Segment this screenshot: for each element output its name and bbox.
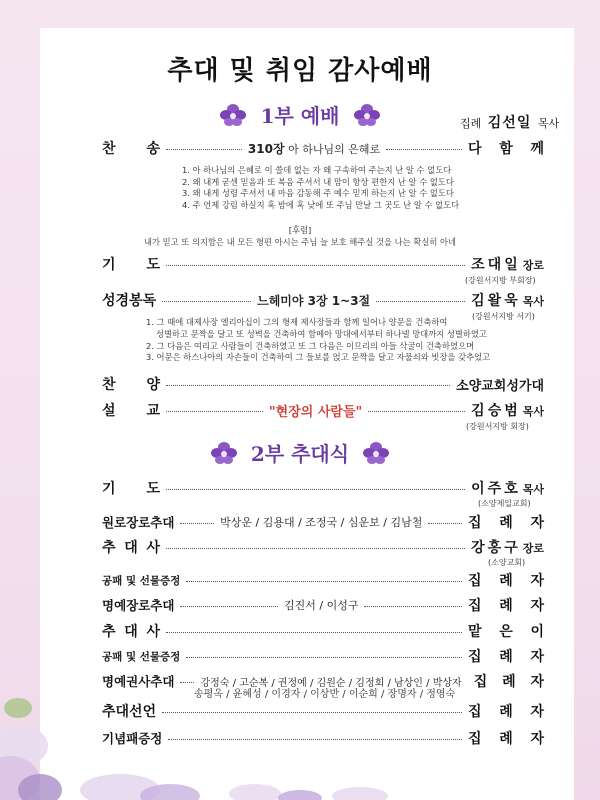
hymn-title [248,140,380,157]
hymn-row [102,138,544,158]
leader-dots [386,149,462,150]
part2-prayer-suffix: 목사 [522,483,544,496]
scripture-reference: 느헤미야 3장 1~3절 [257,293,371,308]
officiant [468,728,544,748]
leader-dots [166,548,465,549]
sermon-suffix: 목사 [522,405,545,418]
anthem-label [102,374,160,394]
officiant [468,570,544,590]
honorary-deaconess-row [102,671,544,691]
nomination1-affiliation: (소양교회) [488,558,526,567]
role-char: 례 [499,598,513,614]
leader-dots [168,739,462,740]
officiant [468,512,544,532]
leader-dots [180,523,214,524]
hymn-verse: 1. 아 하나님의 은혜로 이 쓸데 없는 자 왜 구속하여 주는지 난 알 수 없도다 [182,165,452,175]
plaque1-label: 공패 및 선물증정 [102,574,181,587]
sermon-label [102,400,160,420]
scripture-verse: 3. 어문은 하스나아의 자손들이 건축하여 그 들보를 얹고 문짝을 달고 자물쇠와 빗장을 갖추었고 [146,352,491,363]
part2-prayer-leader [471,478,544,498]
scripture-verse: 2. 그 다음은 여리고 사람들이 건축하였고 또 그 다음은 이므리의 아들 삭굴이 건축하였으며 [146,340,475,351]
declaration-row [102,701,544,721]
honorary-deaconess-label: 명예권사추대 [102,674,175,689]
hymn-verse: 3. 왜 내게 성령 주셔서 내 마음 감동해 주 예수 믿게 하는지 난 알 수 없도다 [182,188,454,198]
leader-dots [166,632,462,633]
role-char: 집 [468,515,482,531]
scripture-verses [146,317,490,364]
part2-prayer-name: 이주호 [471,481,521,497]
leader-dots [180,606,278,607]
elder-emeritus-names: 박상운 / 김용대 / 조정국 / 심운보 / 김남철 [220,516,423,529]
role-char: 집 [468,598,482,614]
part2-title: 2부 추대식 [250,442,350,466]
leader-dots [180,682,194,683]
nomination2-row [102,621,544,641]
leader-dots [186,581,462,582]
leader-dots [166,265,465,266]
leader-dots [166,149,242,150]
nomination-label-char: 사 [146,624,160,640]
role-char: 례 [499,515,513,531]
role-char: 자 [530,598,545,614]
refrain-label: [후렴] [288,225,312,235]
declaration-label: 추대선언 [102,704,157,720]
role-char: 자 [530,731,544,747]
violet-flower-icon [362,441,390,465]
prayer-label-char: 도 [146,257,160,273]
officiant [468,646,544,666]
performer-char: 께 [530,141,545,157]
officiant [468,701,544,721]
nomination1-label [102,537,160,557]
assigned-person [468,621,544,641]
plaque2-row [102,646,544,666]
scripture-suffix: 목사 [522,295,544,308]
plaque2-label: 공패 및 선물증정 [102,650,181,663]
plaque1-row [102,570,544,590]
nomination-label-char: 대 [124,540,138,556]
violet-flower-icon [353,103,381,127]
prayer-row [102,254,544,274]
anthem-label-char: 양 [146,377,160,393]
honorary-elder-names: 김진서 / 이성구 [284,599,359,612]
role-char: 자 [530,649,544,665]
leader-dots [162,712,462,713]
leader-dots [166,385,450,386]
prayer-name: 조대일 [471,257,521,273]
scripture-verse: 1. 그 때에 대제사장 엘리아십이 그의 형제 제사장들과 함께 일어나 양문을 건축하여 [146,317,448,327]
sermon-preacher [471,400,544,420]
scripture-affiliation: (강원서지방 서기) [472,312,535,321]
sermon-label-char: 교 [146,403,160,419]
leader-dots [186,657,462,658]
prayer-suffix: 장로 [522,259,544,272]
sermon-name: 김승범 [471,403,521,419]
performer-char: 함 [499,141,513,157]
scripture-reader [471,290,544,310]
honorary-elder-row [102,595,544,615]
nomination1-speaker [471,537,544,557]
scripture-row [102,290,544,310]
scripture-label: 성경봉독 [102,293,157,309]
honorary-deaconess-names-2: 송평옥 / 윤혜성 / 이경자 / 이상반 / 이순희 / 장명자 / 정영숙 [194,689,456,700]
hymn-performer [468,138,544,158]
part2-prayer-affiliation: (소양제일교회) [478,499,531,508]
role-char: 자 [530,573,544,589]
leader-dots [364,606,462,607]
refrain-text: 내가 믿고 또 의지함은 내 모든 형편 아시는 주님 늘 보호 해주실 것을 나는 확실히 아네 [143,237,457,247]
honorary-elder-label: 명예장로추대 [102,598,175,613]
officiant [474,671,544,691]
prayer-label-char: 기 [102,257,116,273]
nomination-label-char: 추 [102,540,116,556]
hymn-label [102,138,160,158]
performer-char: 다 [468,141,482,157]
role-char: 례 [499,731,513,747]
prayer-label [102,254,160,274]
prayer-label-char: 기 [102,481,116,497]
anthem-row [102,374,544,394]
presider [460,112,559,132]
part2-prayer-label [102,478,160,498]
role-char: 은 [499,624,513,640]
prayer-affiliation: (강원서지방 부회장) [465,276,536,285]
role-char: 집 [468,649,482,665]
hymn-verses [182,165,459,211]
part1-title: 1부 예배 [260,104,340,128]
violet-flower-icon [219,103,247,127]
sermon-row [102,400,544,420]
part2-heading [0,438,600,467]
presider-name: 김선일 [487,115,532,131]
hymn-song: 아 하나님의 은혜로 [288,142,381,156]
hymn-verse: 4. 주 언제 강림 하실지 혹 밤에 혹 낮에 또 주님 만날 그 곳도 난 알 수 없도다 [182,199,460,210]
presider-prefix: 집례 [460,117,482,130]
role-char: 집 [468,573,482,589]
role-char: 이 [530,624,544,640]
role-char: 자 [530,704,544,720]
role-char: 집 [468,731,482,747]
role-char: 례 [499,573,513,589]
prayer-label-char: 도 [146,481,160,497]
presider-suffix: 목사 [537,117,560,130]
hymn-refrain [0,224,600,248]
role-char: 례 [499,704,513,720]
honorary-deaconess-names-1: 강정숙 / 고순복 / 권정예 / 김원순 / 김정희 / 남상인 / 박상자 [200,677,462,689]
scripture-verse: 성별하고 문짝을 달고 또 성벽을 건축하여 함메아 망대에서부터 하나넬 망대까지 성별하였고 [156,328,487,339]
violet-flower-icon [210,441,238,465]
hymn-label-char: 찬 [102,141,116,157]
hymn-label-char: 송 [146,141,160,157]
leader-dots [376,301,465,302]
leader-dots [166,489,465,490]
role-char: 례 [499,649,513,665]
leader-dots [162,301,251,302]
elder-emeritus-row [102,512,544,532]
elder-emeritus-label: 원로장로추대 [102,515,175,530]
nomination-label-char: 추 [102,624,116,640]
sermon-topic: "현장의 사람들" [268,404,363,420]
role-char: 례 [502,674,516,690]
role-char: 자 [530,674,544,690]
nomination1-suffix: 장로 [522,542,544,555]
role-char: 집 [468,704,482,720]
nomination2-label [102,621,160,641]
anthem-label-char: 찬 [102,377,116,393]
role-char: 자 [530,515,545,531]
prayer-leader [471,254,544,274]
hymn-verse: 2. 왜 내게 굳센 믿음과 또 복음 주셔서 내 맘이 항상 편한지 난 알 수 없도다 [182,176,454,187]
page-title: 추대 및 취임 감사예배 [167,56,433,86]
nomination1-row [102,537,544,557]
anthem-performer: 소양교회성가대 [456,378,544,394]
leader-dots [368,411,465,412]
role-char: 집 [473,674,488,690]
memorial-label: 기념패증정 [102,731,163,746]
sermon-affiliation: (강원서지방 회장) [466,422,529,431]
nomination-label-char: 사 [146,540,160,556]
role-char: 맡 [468,624,482,640]
leader-dots [166,411,263,412]
nomination-label-char: 대 [124,624,138,640]
officiant [468,595,544,615]
part2-prayer-row [102,478,544,498]
nomination1-name: 강홍구 [471,540,521,556]
memorial-row [102,728,544,748]
scripture-name: 김왈욱 [471,293,521,309]
hymn-number: 310장 [247,141,285,156]
leader-dots [428,523,462,524]
sermon-label-char: 설 [102,403,116,419]
